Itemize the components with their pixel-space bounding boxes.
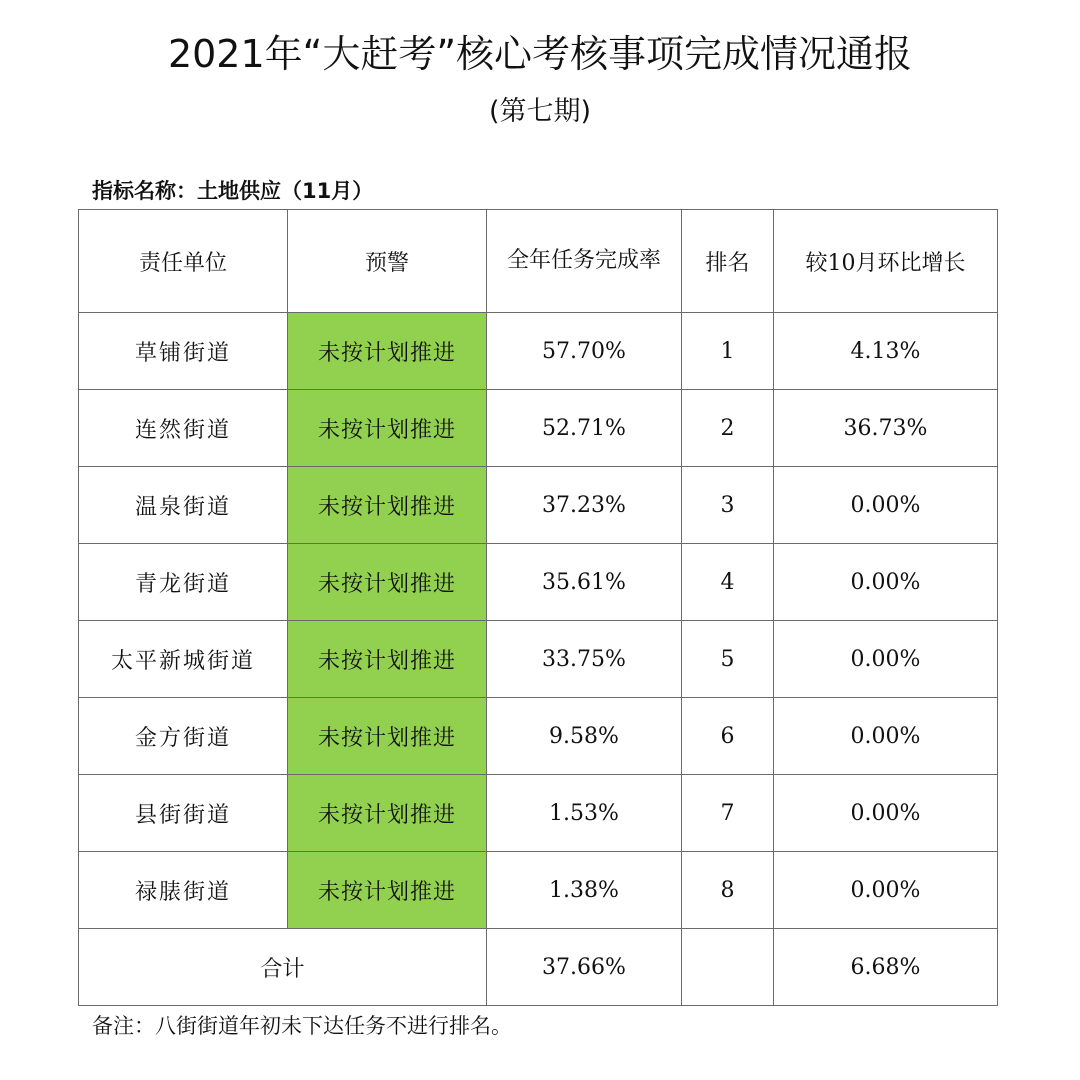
column-header-growth: 较10月环比增长: [774, 210, 998, 313]
warning-cell: 未按计划推进: [288, 544, 487, 621]
growth-cell: 0.00%: [774, 544, 998, 621]
table-row: [79, 621, 998, 698]
unit-cell: 青龙街道: [79, 544, 288, 621]
table-row: [79, 698, 998, 775]
warning-cell: 未按计划推进: [288, 467, 487, 544]
unit-cell: 温泉街道: [79, 467, 288, 544]
unit-cell: 太平新城街道: [79, 621, 288, 698]
completion-table: [78, 209, 998, 1006]
growth-cell: 36.73%: [774, 390, 998, 467]
warning-cell: 未按计划推进: [288, 852, 487, 929]
rate-cell: 57.70%: [487, 313, 682, 390]
warning-cell: 未按计划推进: [288, 313, 487, 390]
table-header-row: [79, 210, 998, 313]
column-header-rate: 全年任务完成率: [487, 210, 682, 313]
warning-cell: 未按计划推进: [288, 698, 487, 775]
table-row: [79, 775, 998, 852]
column-header-warning: 预警: [288, 210, 487, 313]
rank-cell: 5: [682, 621, 774, 698]
rank-cell: 6: [682, 698, 774, 775]
rate-cell: 1.53%: [487, 775, 682, 852]
rate-cell: 1.38%: [487, 852, 682, 929]
growth-cell: 4.13%: [774, 313, 998, 390]
column-header-rank: 排名: [682, 210, 774, 313]
table-row: [79, 390, 998, 467]
rate-cell: 52.71%: [487, 390, 682, 467]
rank-cell: 2: [682, 390, 774, 467]
footnote: 备注：八街街道年初未下达任务不进行排名。: [92, 1014, 512, 1038]
unit-cell: 金方街道: [79, 698, 288, 775]
rank-cell: 3: [682, 467, 774, 544]
unit-cell: 草铺街道: [79, 313, 288, 390]
growth-cell: 0.00%: [774, 852, 998, 929]
rate-cell: 35.61%: [487, 544, 682, 621]
unit-cell: 禄脿街道: [79, 852, 288, 929]
total-growth: 6.68%: [774, 929, 998, 1006]
indicator-name: 指标名称：土地供应（11月）: [92, 179, 374, 203]
table-row: [79, 313, 998, 390]
growth-cell: 0.00%: [774, 775, 998, 852]
growth-cell: 0.00%: [774, 621, 998, 698]
total-row: [79, 929, 998, 1006]
rate-cell: 33.75%: [487, 621, 682, 698]
rank-cell: 8: [682, 852, 774, 929]
column-header-unit: 责任单位: [79, 210, 288, 313]
rank-cell: 4: [682, 544, 774, 621]
rate-cell: 9.58%: [487, 698, 682, 775]
total-rate: 37.66%: [487, 929, 682, 1006]
table-row: [79, 467, 998, 544]
growth-cell: 0.00%: [774, 467, 998, 544]
warning-cell: 未按计划推进: [288, 775, 487, 852]
rank-cell: 1: [682, 313, 774, 390]
table-row: [79, 544, 998, 621]
total-label: 合计: [79, 929, 487, 1006]
warning-cell: 未按计划推进: [288, 621, 487, 698]
table-row: [79, 852, 998, 929]
unit-cell: 县街街道: [79, 775, 288, 852]
report-title: 2021年“大赶考”核心考核事项完成情况通报: [167, 32, 913, 76]
rank-cell: 7: [682, 775, 774, 852]
rate-cell: 37.23%: [487, 467, 682, 544]
warning-cell: 未按计划推进: [288, 390, 487, 467]
report-issue: (第七期): [488, 96, 592, 127]
growth-cell: 0.00%: [774, 698, 998, 775]
total-rank-empty: [682, 929, 774, 1006]
unit-cell: 连然街道: [79, 390, 288, 467]
